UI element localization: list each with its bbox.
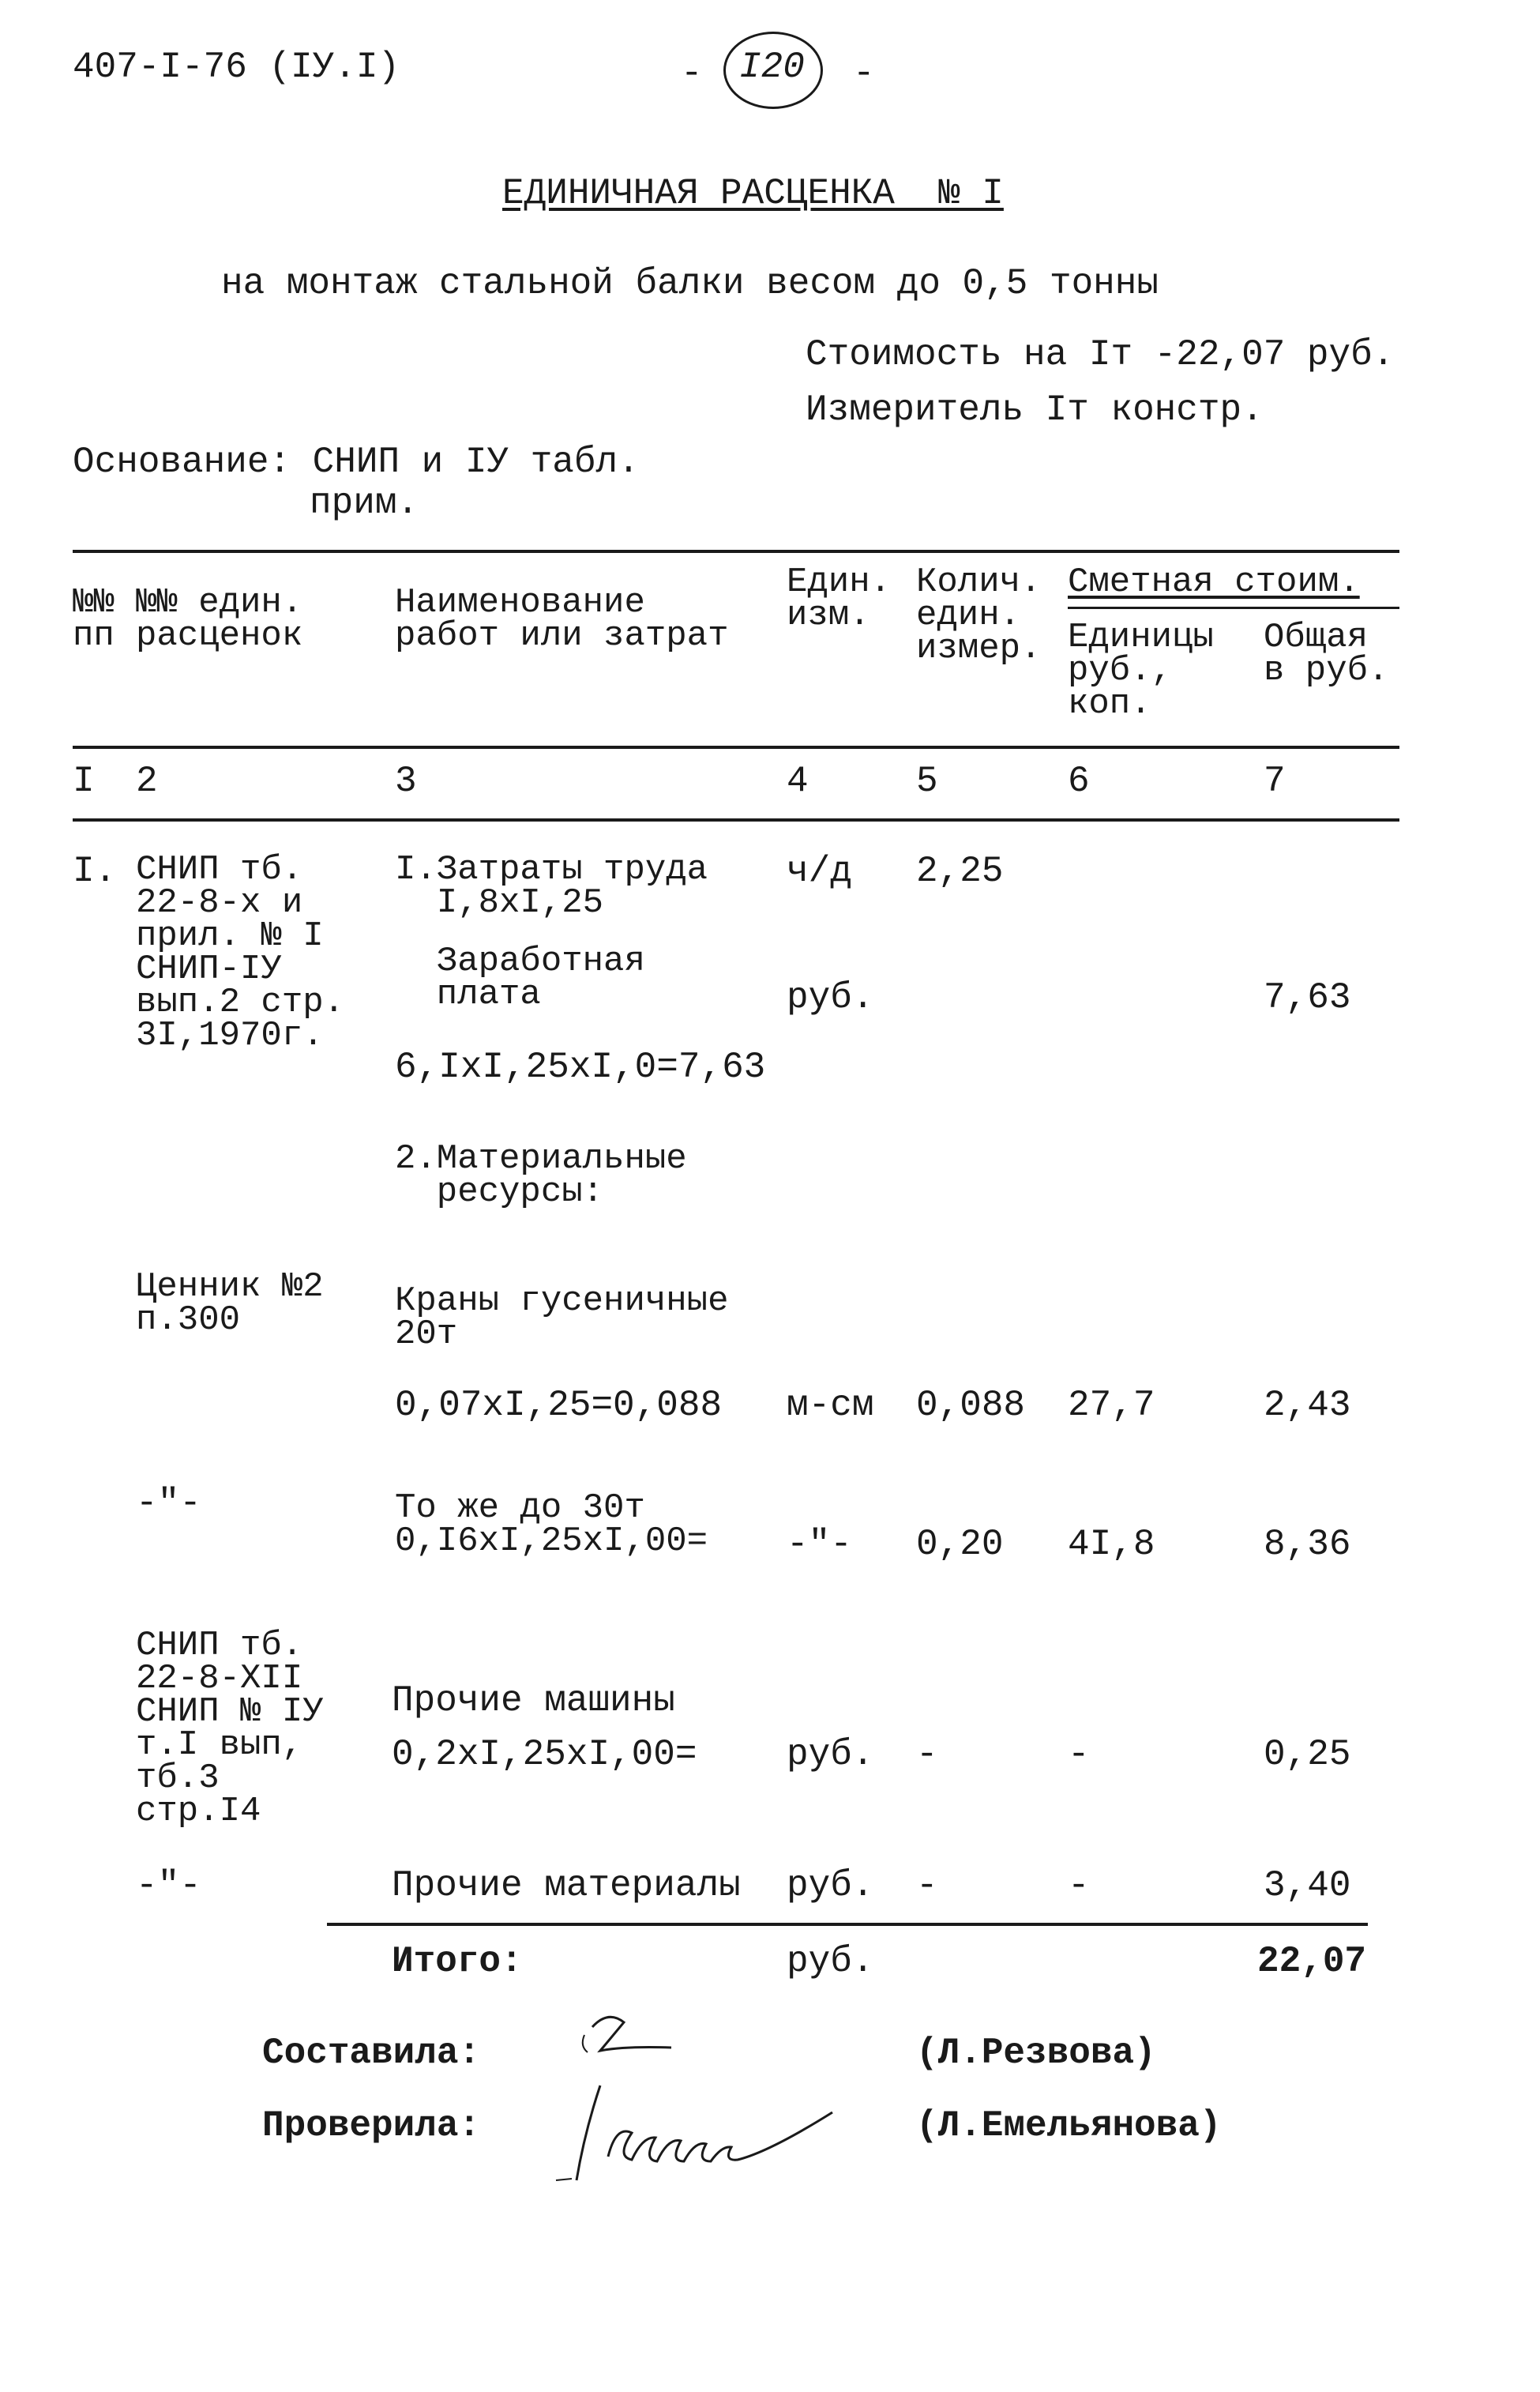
other-materials-unit-price: - [1068, 1865, 1090, 1906]
cost-group-rule [1068, 607, 1399, 609]
header-col-unit: Един. изм. [787, 562, 892, 635]
header-col-number: №№ пп [73, 583, 115, 656]
total-value: 22,07 [1257, 1941, 1367, 1982]
other-materials-quantity: - [916, 1865, 938, 1906]
crane-ref: Ценник №2 п.300 [136, 1267, 324, 1340]
page-dash-left: - [681, 53, 703, 94]
crane30-unit-price: 4I,8 [1068, 1524, 1155, 1565]
crane-name: Краны гусеничные 20т [395, 1281, 729, 1354]
other-machines-total: 0,25 [1264, 1734, 1351, 1775]
checked-by-label: Проверила: [262, 2105, 481, 2146]
crane30-name: То же до 30т 0,I6хI,25хI,00= [395, 1488, 708, 1561]
crane-unit: м-см [787, 1385, 874, 1426]
column-number-4: 4 [787, 761, 809, 802]
header-cost-group: Сметная стоим. [1068, 562, 1360, 602]
table-top-rule [73, 550, 1399, 553]
other-machines-unit-price: - [1068, 1734, 1090, 1775]
crane-quantity: 0,088 [916, 1385, 1026, 1426]
crane-total: 2,43 [1264, 1385, 1351, 1426]
header-col-quantity: Колич. един. измер. [916, 562, 1042, 668]
basis-line-1: Основание: СНИП и IУ табл. [73, 442, 640, 483]
checked-signature [553, 2070, 900, 2188]
header-bottom-rule [73, 746, 1399, 749]
column-number-2: 2 [136, 761, 158, 802]
labor-quantity: 2,25 [916, 851, 1004, 892]
column-number-7: 7 [1264, 761, 1286, 802]
other-materials-name: Прочие материалы [392, 1865, 741, 1906]
document-title: ЕДИНИЧНАЯ РАСЦЕНКА № I [502, 173, 1004, 214]
unit-measure: Измеритель Iт констр. [806, 389, 1264, 431]
compiled-by-label: Составила: [262, 2033, 481, 2074]
other-materials-unit: руб. [787, 1865, 874, 1906]
crane30-total: 8,36 [1264, 1524, 1351, 1565]
labor-cost-name: I.Затраты труда I,8хI,25 [395, 850, 708, 923]
wage-unit: руб. [787, 977, 874, 1018]
total-label: Итого: [392, 1941, 523, 1982]
document-subtitle: на монтаж стальной балки весом до 0,5 тонны [221, 263, 1159, 304]
crane-calculation: 0,07хI,25=0,088 [395, 1385, 723, 1426]
other-machines-calculation: 0,2хI,25хI,00= [392, 1734, 697, 1775]
materials-section-name: 2.Материальные ресурсы: [395, 1139, 687, 1212]
header-col-ref: №№ един. расценок [136, 583, 303, 656]
header-col-total: Общая в руб. [1264, 618, 1389, 690]
ditto-mark-2: -"- [136, 1865, 201, 1906]
crane30-quantity: 0,20 [916, 1524, 1004, 1565]
column-number-3: 3 [395, 761, 417, 802]
page-dash-right: - [853, 53, 875, 94]
header-col-unit-price: Единицы руб., коп. [1068, 618, 1214, 724]
column-number-1: I [73, 761, 95, 802]
cost-per-ton: Стоимость на Iт -22,07 руб. [806, 334, 1395, 375]
column-number-5: 5 [916, 761, 938, 802]
compiled-signature [569, 2003, 711, 2074]
wage-calculation: 6,IхI,25хI,0=7,63 [395, 1047, 766, 1088]
numbers-bottom-rule [73, 818, 1399, 822]
header-col-name: Наименование работ или затрат [395, 583, 729, 656]
other-machines-name: Прочие машины [392, 1680, 675, 1721]
row-number: I. [73, 851, 117, 892]
crane-unit-price: 27,7 [1068, 1385, 1155, 1426]
other-materials-total: 3,40 [1264, 1865, 1351, 1906]
ditto-mark-1: -"- [136, 1483, 201, 1524]
other-machines-unit: руб. [787, 1734, 874, 1775]
crane30-unit: -"- [787, 1524, 852, 1565]
labor-unit: ч/д [787, 851, 852, 892]
compiled-by-name: (Л.Резвова) [916, 2033, 1156, 2074]
other-machines-ref: СНИП тб. 22-8-ХII СНИП № IУ т.I вып, тб.3 стр.I4 [136, 1626, 324, 1831]
total-rule [327, 1923, 1368, 1926]
wage-name: Заработная плата [436, 942, 645, 1014]
column-number-6: 6 [1068, 761, 1090, 802]
page-number: I20 [739, 47, 805, 88]
checked-by-name: (Л.Емельянова) [916, 2105, 1222, 2146]
other-machines-quantity: - [916, 1734, 938, 1775]
row-ref-snip: СНИП тб. 22-8-х и прил. № I СНИП-IУ вып.2 стр. 3I,1970г. [136, 850, 345, 1055]
document-code: 407-I-76 (IУ.I) [73, 47, 400, 88]
wage-total: 7,63 [1264, 977, 1351, 1018]
total-unit: руб. [787, 1941, 874, 1982]
basis-line-2: прим. [310, 483, 419, 524]
